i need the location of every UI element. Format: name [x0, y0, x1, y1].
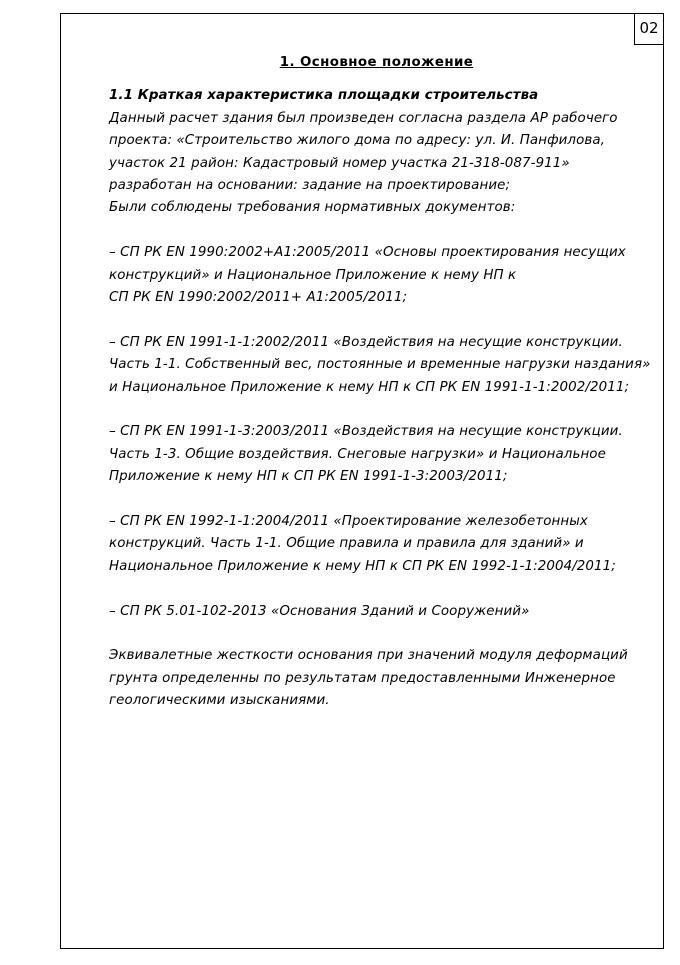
- standard-item-4: [109, 511, 654, 578]
- closing-paragraph: [109, 645, 654, 712]
- paragraph-spacer: [109, 399, 654, 421]
- standard-item-2: [109, 332, 654, 399]
- text-line: – СП РК EN 1991-1-1:2002/2011 «Воздействия на несущие конструкции.: [109, 334, 623, 350]
- text-line: геологическими изысканиями.: [109, 693, 330, 709]
- text-line: конструкций. Часть 1-1. Общие правила и правила для зданий» и: [109, 536, 584, 552]
- paragraph-spacer: [109, 623, 654, 645]
- standard-item-3: [109, 421, 654, 488]
- text-line: Эквивалетные жесткости основания при значений модуля деформаций: [109, 648, 628, 664]
- text-line: проекта: «Строительство жилого дома по адресу: ул. И. Панфилова,: [109, 133, 606, 149]
- page-number: 02: [634, 14, 663, 45]
- section-title: 1. Основное положение: [279, 55, 474, 70]
- text-line: – СП РК 5.01-102-2013 «Основания Зданий и Сооружений»: [109, 603, 530, 619]
- paragraph-spacer: [109, 489, 654, 511]
- standard-item-5: [109, 601, 654, 623]
- text-line: Часть 1-1. Собственный вес, постоянные и временные нагрузки наздания»: [109, 357, 651, 373]
- text-line: Данный расчет здания был произведен согласна раздела АР рабочего: [109, 110, 618, 126]
- text-line: Приложение к нему НП к СП РК EN 1991-1-3:2003/2011;: [109, 469, 508, 485]
- text-line: участок 21 район: Кадастровый номер участка 21-318-087-911»: [109, 155, 570, 171]
- text-line: – СП РК EN 1992-1-1:2004/2011 «Проектирование железобетонных: [109, 514, 588, 530]
- text-line: – СП РК EN 1990:2002+A1:2005/2011 «Основы проектирования несущих: [109, 245, 626, 261]
- paragraph-spacer: [109, 220, 654, 242]
- text-line: разработан на основании: задание на проектирование;: [109, 178, 511, 194]
- standard-item-1: [109, 242, 654, 309]
- text-line: конструкций» и Национальное Приложение к нему НП к: [109, 267, 517, 283]
- intro-paragraph: [109, 108, 654, 220]
- text-line: грунта определенны по результатам предоставленными Инженерное: [109, 670, 616, 686]
- subsection-title: 1.1 Краткая характеристика площадки строительства: [109, 88, 539, 104]
- text-line: Национальное Приложение к нему НП к СП РК EN 1992-1-1:2004/2011;: [109, 558, 616, 574]
- text-line: Были соблюдены требования нормативных документов:: [109, 200, 516, 216]
- text-line: и Национальное Приложение к нему НП к СП РК EN 1991-1-1:2002/2011;: [109, 379, 630, 395]
- document-body: [109, 52, 654, 713]
- text-line: СП РК EN 1990:2002/2011+ A1:2005/2011;: [109, 290, 408, 306]
- text-line: Часть 1-3. Общие воздействия. Снеговые нагрузки» и Национальное: [109, 446, 606, 462]
- text-line: – СП РК EN 1991-1-3:2003/2011 «Воздействия на несущие конструкции.: [109, 424, 623, 440]
- paragraph-spacer: [109, 309, 654, 331]
- paragraph-spacer: [109, 578, 654, 600]
